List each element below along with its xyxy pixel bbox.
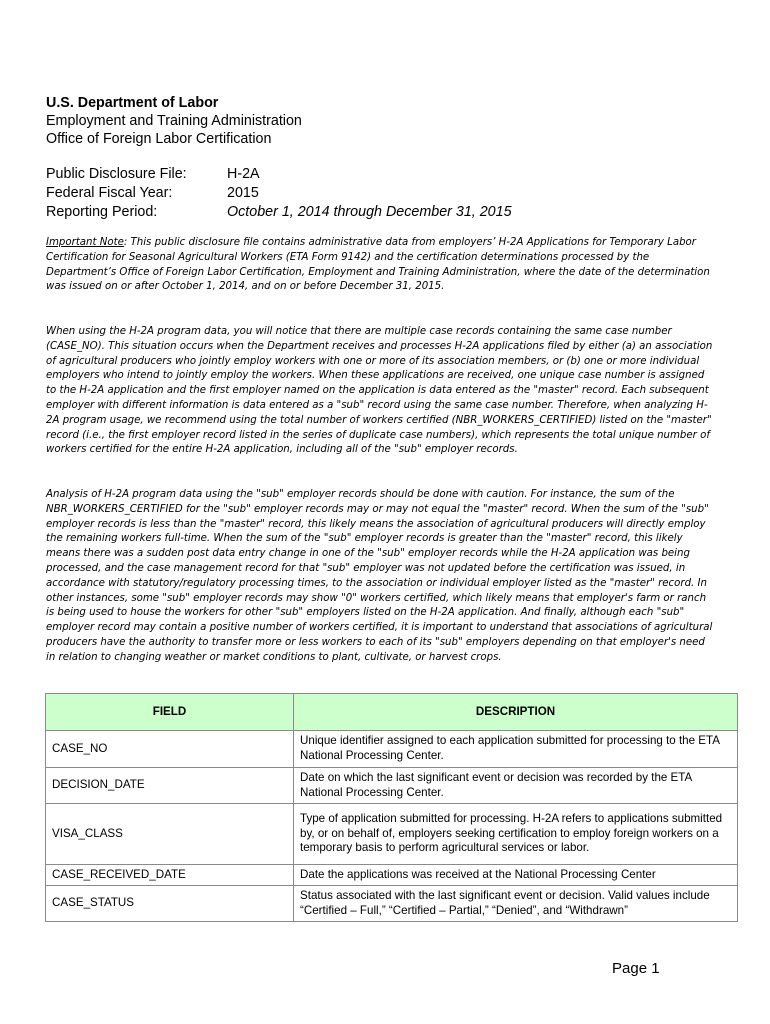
file-value: H-2A [227,166,260,182]
period-label: Reporting Period: [46,204,158,220]
agency-name: U.S. Department of Labor [46,95,219,111]
description-column-header: DESCRIPTION [294,694,738,731]
field-name-cell: CASE_STATUS [46,886,294,922]
field-column-header: FIELD [46,694,294,731]
table-row [46,768,738,804]
table-row [46,886,738,922]
year-label: Federal Fiscal Year: [46,185,173,201]
field-name-cell: CASE_NO [46,731,294,768]
field-name-cell: DECISION_DATE [46,768,294,804]
field-definitions-table [45,693,738,922]
table-row [46,804,738,865]
field-description-cell: Unique identifier assigned to each application submitted for processing to the ETA National Processing Center. [294,731,738,768]
field-description-cell: Type of application submitted for processing. H-2A refers to applications submitted by, or on behalf of, employers seeking certification to employ foreign workers on a temporary basis to perform agricultural services or labor. [294,804,738,865]
division-name: Employment and Training Administration [46,113,302,129]
office-name: Office of Foreign Labor Certification [46,131,272,147]
field-name-cell: VISA_CLASS [46,804,294,865]
period-value: October 1, 2014 through December 31, 2015 [227,204,512,220]
table-row [46,731,738,768]
field-description-cell: Date on which the last significant event or decision was recorded by the ETA National Processing Center. [294,768,738,804]
important-note-label: Important Note [46,237,124,248]
important-note [46,236,714,295]
table-header-row [46,694,738,731]
important-note-text: : This public disclosure file contains administrative data from employers’ H-2A Applications for Temporary Labor Certification for Seasonal Agricultural Workers (ETA Form 9142) and the certification determinations processed by the Department’s Office of Foreign Labor Certification, Employment and Training Administration, where the date of the determination was issued on or after October 1, 2014, and on or before December 31, 2015. [46,237,710,293]
file-label: Public Disclosure File: [46,166,187,182]
field-description-cell: Status associated with the last significant event or decision. Valid values include “Certified – Full,” “Certified – Partial,” “Denied”, and “Withdrawn” [294,886,738,922]
agency-header [46,94,302,148]
table-row [46,865,738,886]
field-name-cell: CASE_RECEIVED_DATE [46,865,294,886]
year-value: 2015 [227,185,259,201]
page-number: Page 1 [612,960,660,977]
master-record-paragraph: When using the H-2A program data, you will notice that there are multiple case records containing the same case number (CASE_NO). This situation occurs when the Department receives and processes H-2A applications filed by either (a) an association of agricultural producers who jointly employ workers with one or more of its association members, or (b) one or more individual employers who intend to jointly employ the workers. When these applications are received, one unique case number is assigned to the H-2A application and the first employer named on the application is data entered as the "master" record. Each subsequent employer with different information is data entered as a "sub" record using the same case number. Therefore, when analyzing H-2A program usage, we recommend using the total number of workers certified (NBR_WORKERS_CERTIFIED) listed on the "master" record (i.e., the first employer record listed in the series of duplicate case numbers), which represents the total unique number of workers certified for the entire H-2A application, including all of the "sub" employer records. [46,326,713,456]
field-description-cell: Date the applications was received at the National Processing Center [294,865,738,886]
sub-record-paragraph: Analysis of H-2A program data using the "sub" employer records should be done with caution. For instance, the sum of the NBR_WORKERS_CERTIFIED for the "sub" employer records may or may not equal the "master" record. When the sum of the "sub" employer records is less than the "master" record, this likely means the association of agricultural producers will directly employ the remaining workers full-time. When the sum of the "sub" employer records is greater than the "master" record, this likely means there was a sudden post data entry change in one of the "sub" employer records while the H-2A application was being processed, and the case management record for that "sub" employer was not updated before the certification was issued, in accordance with statutory/regulatory processing times, to the association or individual employer listed as the "master" record. In other instances, some "sub" employer records may show "0" workers certified, which likely means that employer's farm or ranch is being used to house the workers for other "sub" employers listed on the H-2A application. And finally, although each "sub" employer record may contain a positive number of workers certified, it is important to understand that associations of agricultural producers have the authority to transfer more or less workers to each of its "sub" employers depending on that employer's need in relation to changing weather or market conditions to plant, cultivate, or harvest crops. [46,489,713,663]
